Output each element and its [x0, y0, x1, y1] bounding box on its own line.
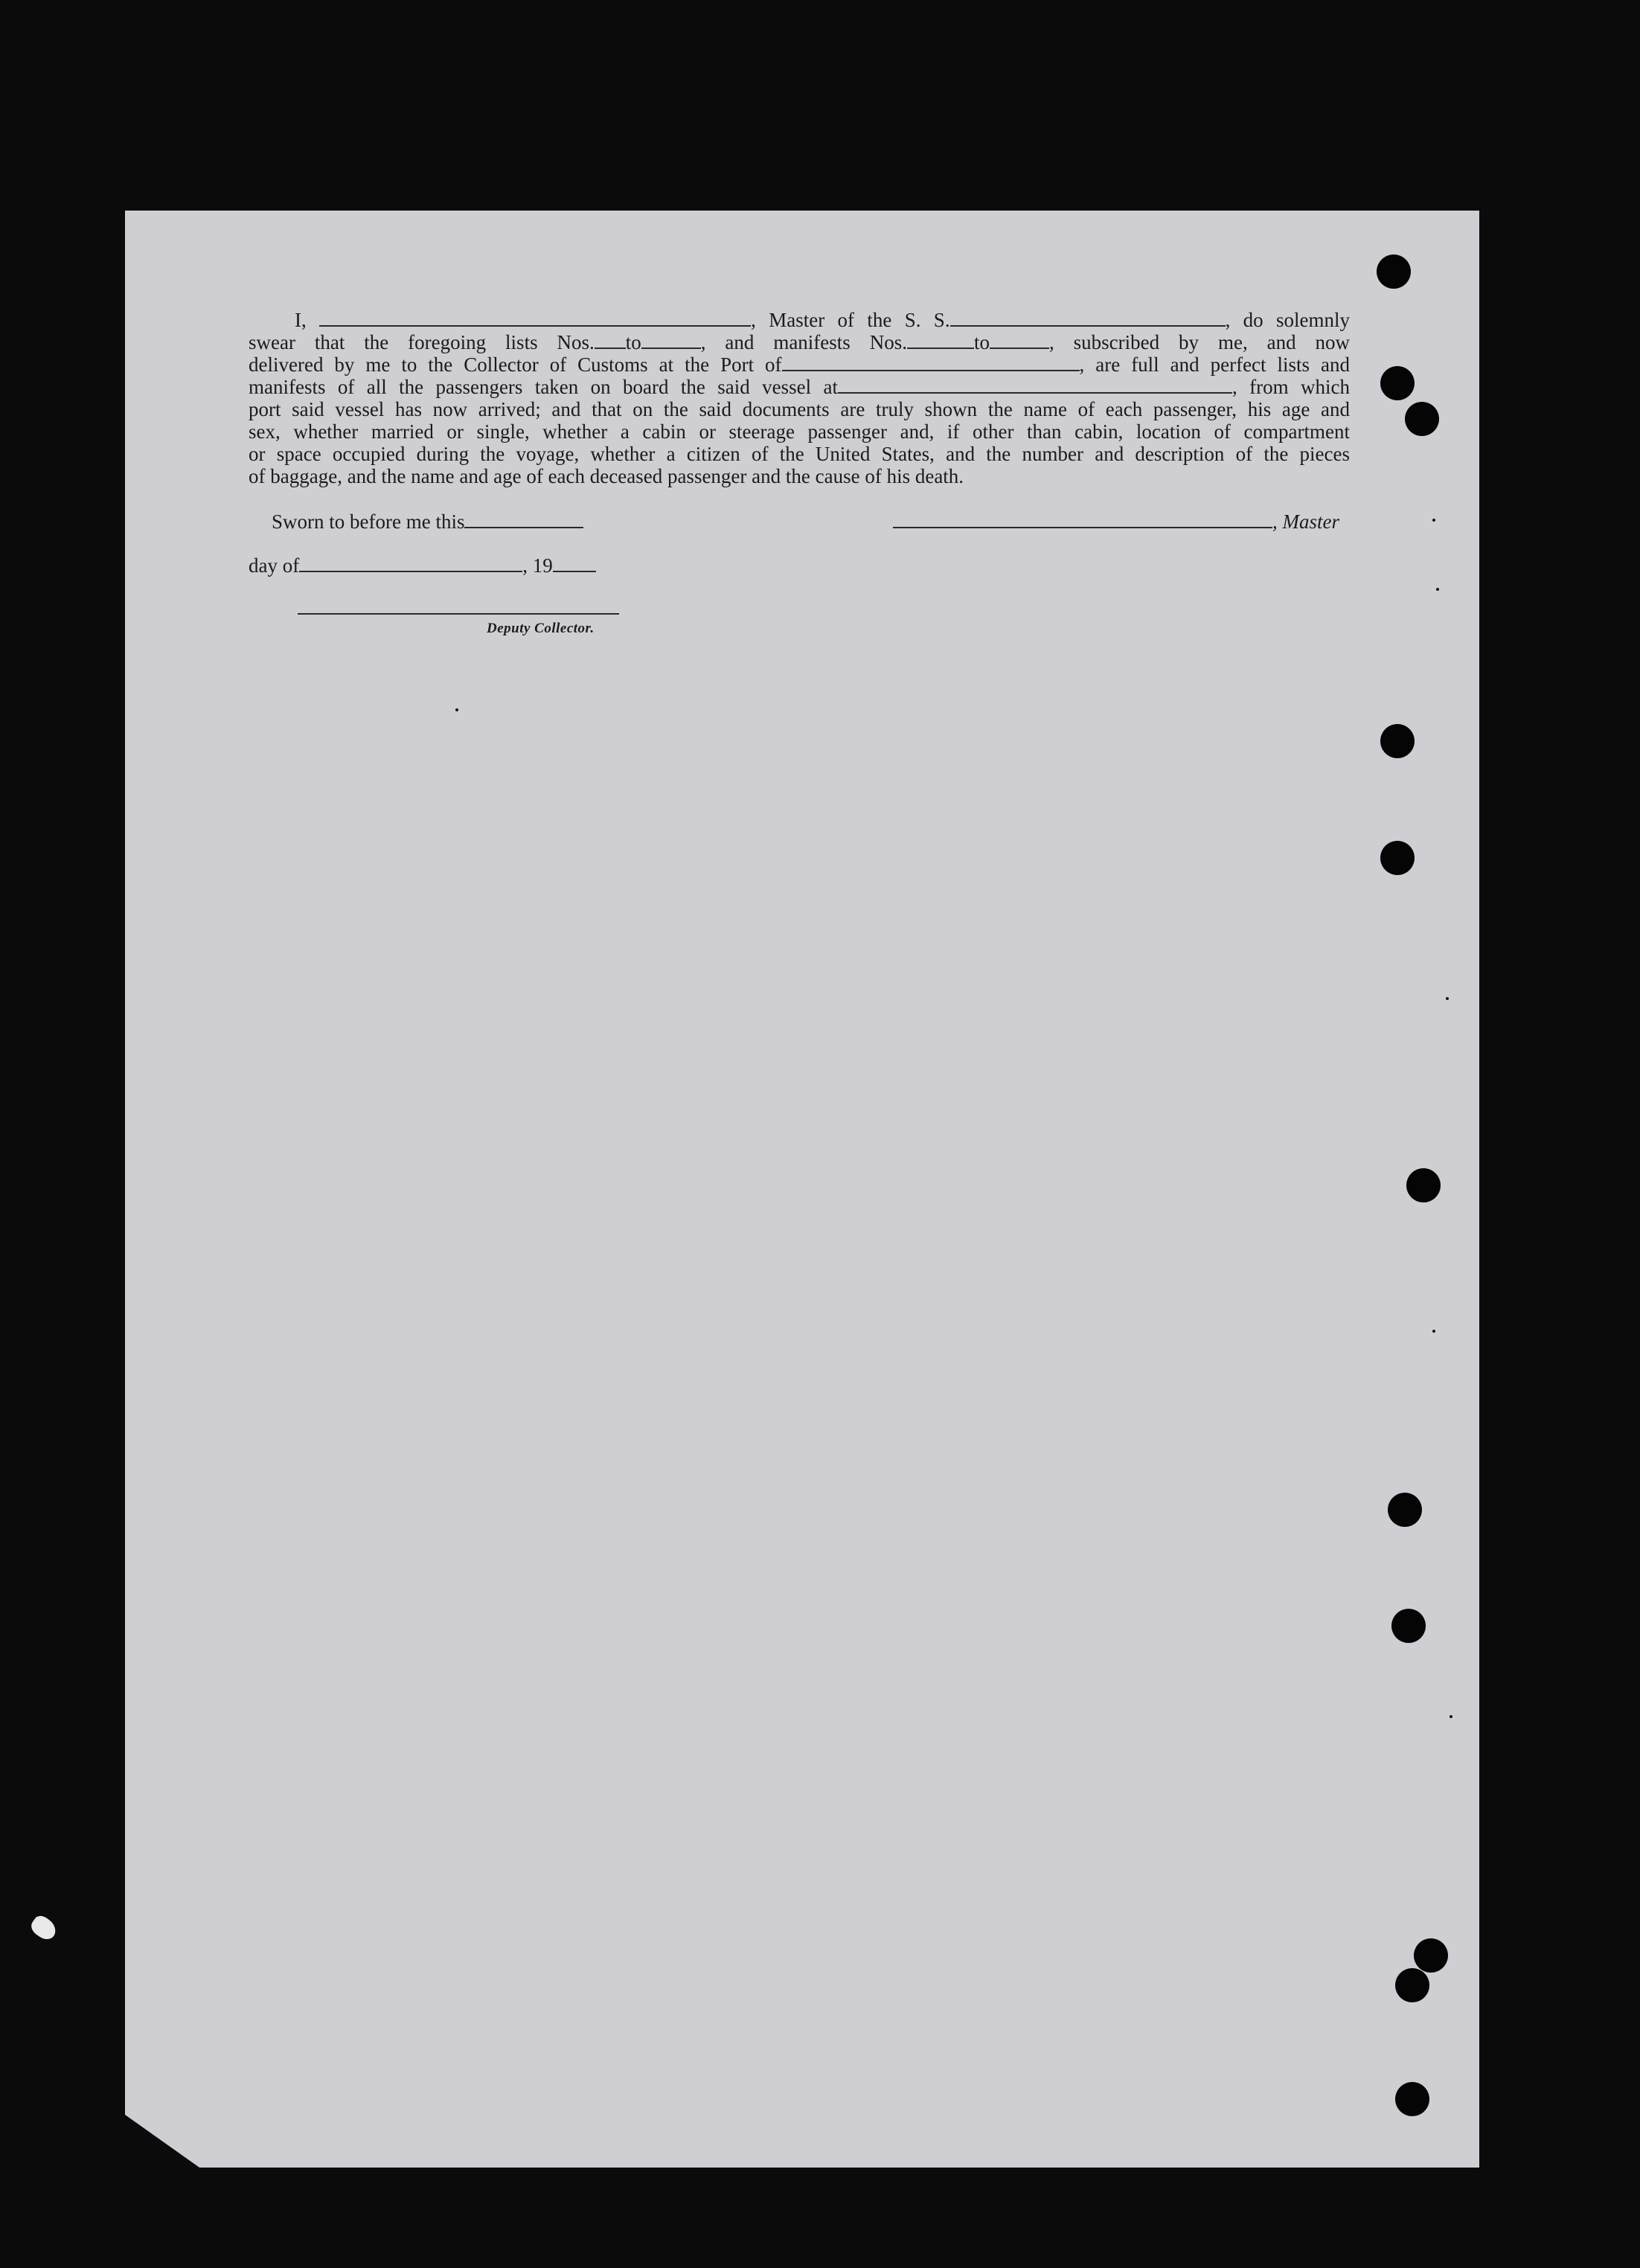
oath-text: , Master of the S. S.: [751, 309, 950, 331]
page-speck: [455, 708, 458, 711]
departure-port-field[interactable]: [838, 379, 1232, 394]
master-signature-field[interactable]: [893, 513, 1272, 528]
oath-line: [249, 309, 1350, 331]
page-speck: [28, 1913, 60, 1944]
oath-text: I,: [295, 309, 307, 331]
page-speck: [1432, 1330, 1435, 1333]
ship-name-field[interactable]: [950, 312, 1226, 327]
oath-line: sex, whether married or single, whether a cabin or steerage passenger and, if other than cabin, location of compartment: [249, 420, 1350, 443]
master-name-field[interactable]: [319, 312, 751, 327]
binder-hole: [1405, 402, 1439, 436]
lists-to-field[interactable]: [641, 334, 701, 349]
manifests-to-field[interactable]: [990, 334, 1049, 349]
page-speck: [1432, 519, 1435, 522]
day-of-text: day of: [249, 554, 300, 577]
oath-paragraph: [249, 309, 1350, 487]
oath-line: of baggage, and the name and age of each deceased passenger and the cause of his death.: [249, 465, 964, 487]
binder-hole: [1391, 1609, 1426, 1643]
year-field[interactable]: [553, 557, 596, 572]
page-speck: [1450, 1715, 1452, 1718]
oath-text: to: [625, 331, 641, 353]
sworn-line: [272, 510, 583, 533]
deputy-signature-field[interactable]: [298, 613, 619, 615]
oath-text: , and manifests Nos.: [700, 331, 907, 353]
oath-line: [249, 376, 1350, 398]
binder-hole: [1414, 1938, 1448, 1973]
year-prefix: , 19: [522, 554, 553, 577]
binder-hole: [1380, 841, 1415, 875]
manifests-from-field[interactable]: [907, 334, 974, 349]
oath-text: , subscribed by me, and now: [1049, 331, 1351, 353]
sworn-day-field[interactable]: [464, 513, 583, 528]
oath-text: , do solemnly: [1225, 309, 1351, 331]
oath-text: , are full and perfect lists and: [1079, 353, 1350, 376]
oath-line: or space occupied during the voyage, whether a citizen of the United States, and the number and description of the pieces: [249, 443, 1350, 465]
day-of-line: [249, 554, 596, 577]
month-field[interactable]: [299, 557, 522, 572]
page-speck: [1446, 997, 1449, 1000]
oath-line: [249, 331, 1350, 353]
binder-hole: [1395, 1968, 1429, 2002]
oath-line: port said vessel has now arrived; and that on the said documents are truly shown the name of each passenger, his age and: [249, 398, 1350, 420]
port-field[interactable]: [782, 356, 1080, 371]
binder-hole: [1388, 1493, 1422, 1527]
oath-line: [249, 353, 1350, 376]
document-page: [125, 211, 1479, 2168]
master-label: , Master: [1272, 510, 1339, 533]
oath-text: manifests of all the passengers taken on board the said vessel at: [249, 376, 839, 398]
oath-text: swear that the foregoing lists Nos.: [249, 331, 595, 353]
deputy-collector-label: Deputy Collector.: [487, 621, 595, 636]
oath-text: , from which: [1232, 376, 1350, 398]
master-signature-line: [893, 510, 1339, 533]
binder-hole: [1406, 1168, 1441, 1202]
binder-hole: [1395, 2082, 1429, 2116]
binder-hole: [1380, 724, 1415, 758]
lists-from-field[interactable]: [595, 334, 626, 349]
page-speck: [1436, 588, 1439, 591]
binder-hole: [1380, 366, 1415, 400]
oath-text: delivered by me to the Collector of Customs at the Port of: [249, 353, 782, 376]
binder-hole: [1377, 254, 1411, 289]
sworn-text: Sworn to before me this: [272, 510, 465, 533]
oath-text: to: [973, 331, 990, 353]
